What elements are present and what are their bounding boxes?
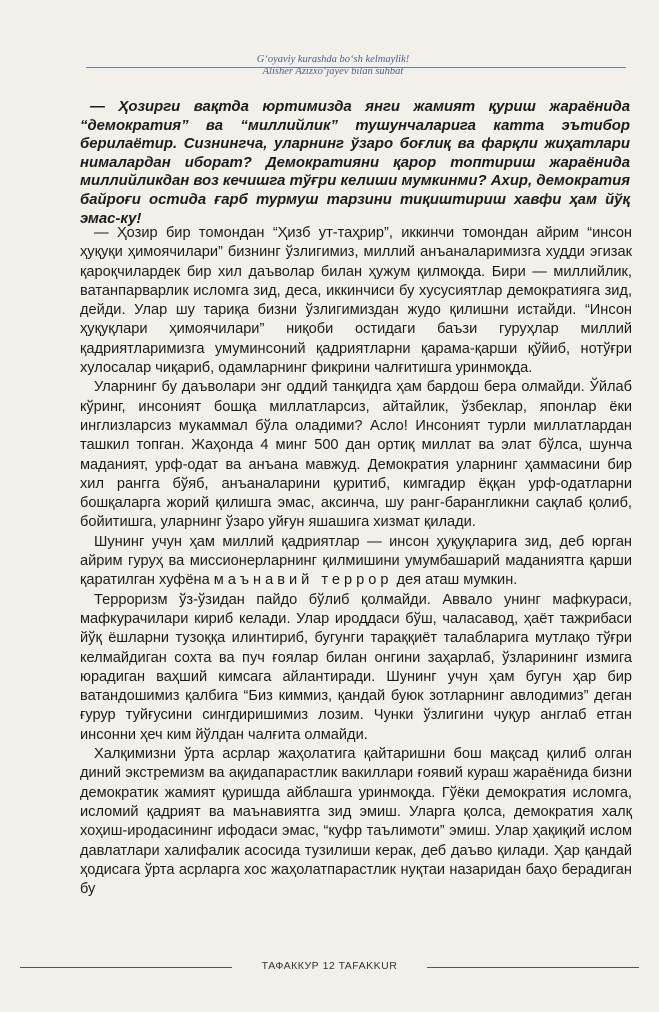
running-head-title: G‘oyaviy kurashda bo‘sh kelmaylik! (256, 54, 410, 65)
answer-paragraph-3 (80, 533, 632, 591)
answer-body (80, 224, 632, 899)
paragraph-3-text-b: дея аташ мумкин. (392, 572, 518, 589)
running-head-subtitle: Alisher Azizxo‘jayev bilan suhbat (262, 66, 404, 77)
running-head-rule (86, 67, 626, 68)
answer-paragraph-1: — Ҳозир бир томондан “Ҳизб ут-таҳрир”, иккинчи томондан айрим “инсон ҳуқуқи ҳимоячилари” бизнинг ўзлигимиз, миллий анъаналаримизга худди эгизак қароқчилардек бир хил даъволар билан ҳужум қилмоқда. Бири — миллийлик, ватанпарварлик исломга зид, деса, иккинчиси бу хусусиятлар демократияга зид, дейди. Улар шу тариқа бизни ўзлигимиздан жудо қилишни истайди. “Инсон ҳуқуқлари ҳимоячилари” ниқоби остидаги баъзи гуруҳлар миллий қадриятларимизга умуминсоний қадриятларни қарама-қарши қўйиб, нотўғри хулосалар чиқариб, одамларнинг фикрини чалғитишга уринмоқда. (80, 225, 632, 377)
paragraph-3-text-a: Шунинг учун ҳам миллий қадриятлар — инсон ҳуқуқларига зид, деб юрган айрим гуруҳ ва миссионерларнинг қилмишини умумбашарий маданиятга қарши қаратилган хуфёна (80, 533, 632, 589)
running-head (228, 54, 438, 78)
interview-question: — Ҳозирги вақтда юртимизда янги жамият қуриш жараёнида “демократия” ва “миллийлик” тушунчаларига катта эътибор берилаётир. Сизнингча, уларнинг ўзаро боғлиқ ва фарқли жиҳатлари нималардан иборат? Демократияни қарор топтириш жараёнида миллийликдан воз кечишга тўғри келиши мумкинми? Ахир, демократия байроғи остида ғарб турмуш тарзини тиқиштириш хавфи ҳам йўқ эмас-ку! (80, 99, 630, 227)
footer-label: ТАФАККУР 12 TAFAKKUR (261, 960, 398, 972)
page-footer (20, 958, 639, 976)
footer-rule-left (20, 967, 232, 968)
answer-paragraph-2: Уларнинг бу даъволари энг оддий танқидга ҳам бардош бера олмайди. Ўйлаб кўринг, инсоният бошқа миллатларсиз, айтайлик, ўзбеклар, японлар ёки инглизларсиз мукаммал бўла оладими? Асло! Инсоният турли миллатлардан ташкил топган. Жаҳонда 4 минг 500 дан ортиқ миллат ва элат бўлса, шунча маданият, урф-одат ва анъана мавжуд. Демократия уларнинг ҳаммасини бир хил рангга бўяб, анъаналарини қуритиб, кимгадир ёққан урф-одатларни бошқаларга жорий қилишга эмас, аксинча, шу ранг-барангликни сақлаб қолиб, бойитишга, уларнинг ўзаро уйғун яшашига хизмат қилади. (80, 379, 632, 531)
answer-paragraph-4: Терроризм ўз-ўзидан пайдо бўлиб қолмайди. Аввало унинг мафкураси, мафкурачилари кириб келади. Улар ироддаси бўш, чаласавод, ҳаёт тажрибаси йўқ ёшларни тузоққа илинтириб, бугунги тараққиёт талабларига мутлақо тўғри келмайдиган сохта ва пуч ғоялар билан онгини заҳарлаб, ўзларининг измига юрадиган ваҳший кимсага айлантиради. Шунинг учун ҳам бугун ҳар бир ватандошимиз қалбига “Биз киммиз, қандай буюк зотларнинг авлодимиз” деган ғурур туйғусини сингдиришимиз лозим. Чунки ўзлигини чуқур англаб етган инсонни ҳеч ким йўлдан чалғита олмайди. (80, 591, 632, 743)
answer-paragraph-5: Халқимизни ўрта асрлар жаҳолатига қайтаришни бош мақсад қилиб олган диний экстремизм ва ақидапарастлик вакиллари ғоявий кураш жараёнида бизни демократик жамият қуришда айблашга уринмоқда. Гўёки демократия исломга, исломий қадрият ва маънавиятга зид эмиш. Уларга қолса, демократия халқ хоҳиш-иродасининг ифодаси эмас, “куфр таълимоти” эмиш. Улар ҳақиқий ислом давлатлари халифалик асосида тузилиши керак, деб даъво қилади. Ҳар қандай ҳодисага ўрта асрларга хос жаҳолатпарастлик нуқтаи назаридан баҳо берадиган бу (80, 746, 632, 898)
spaced-emphasis: маънавий террор (213, 572, 393, 589)
footer-rule-right (427, 967, 639, 968)
